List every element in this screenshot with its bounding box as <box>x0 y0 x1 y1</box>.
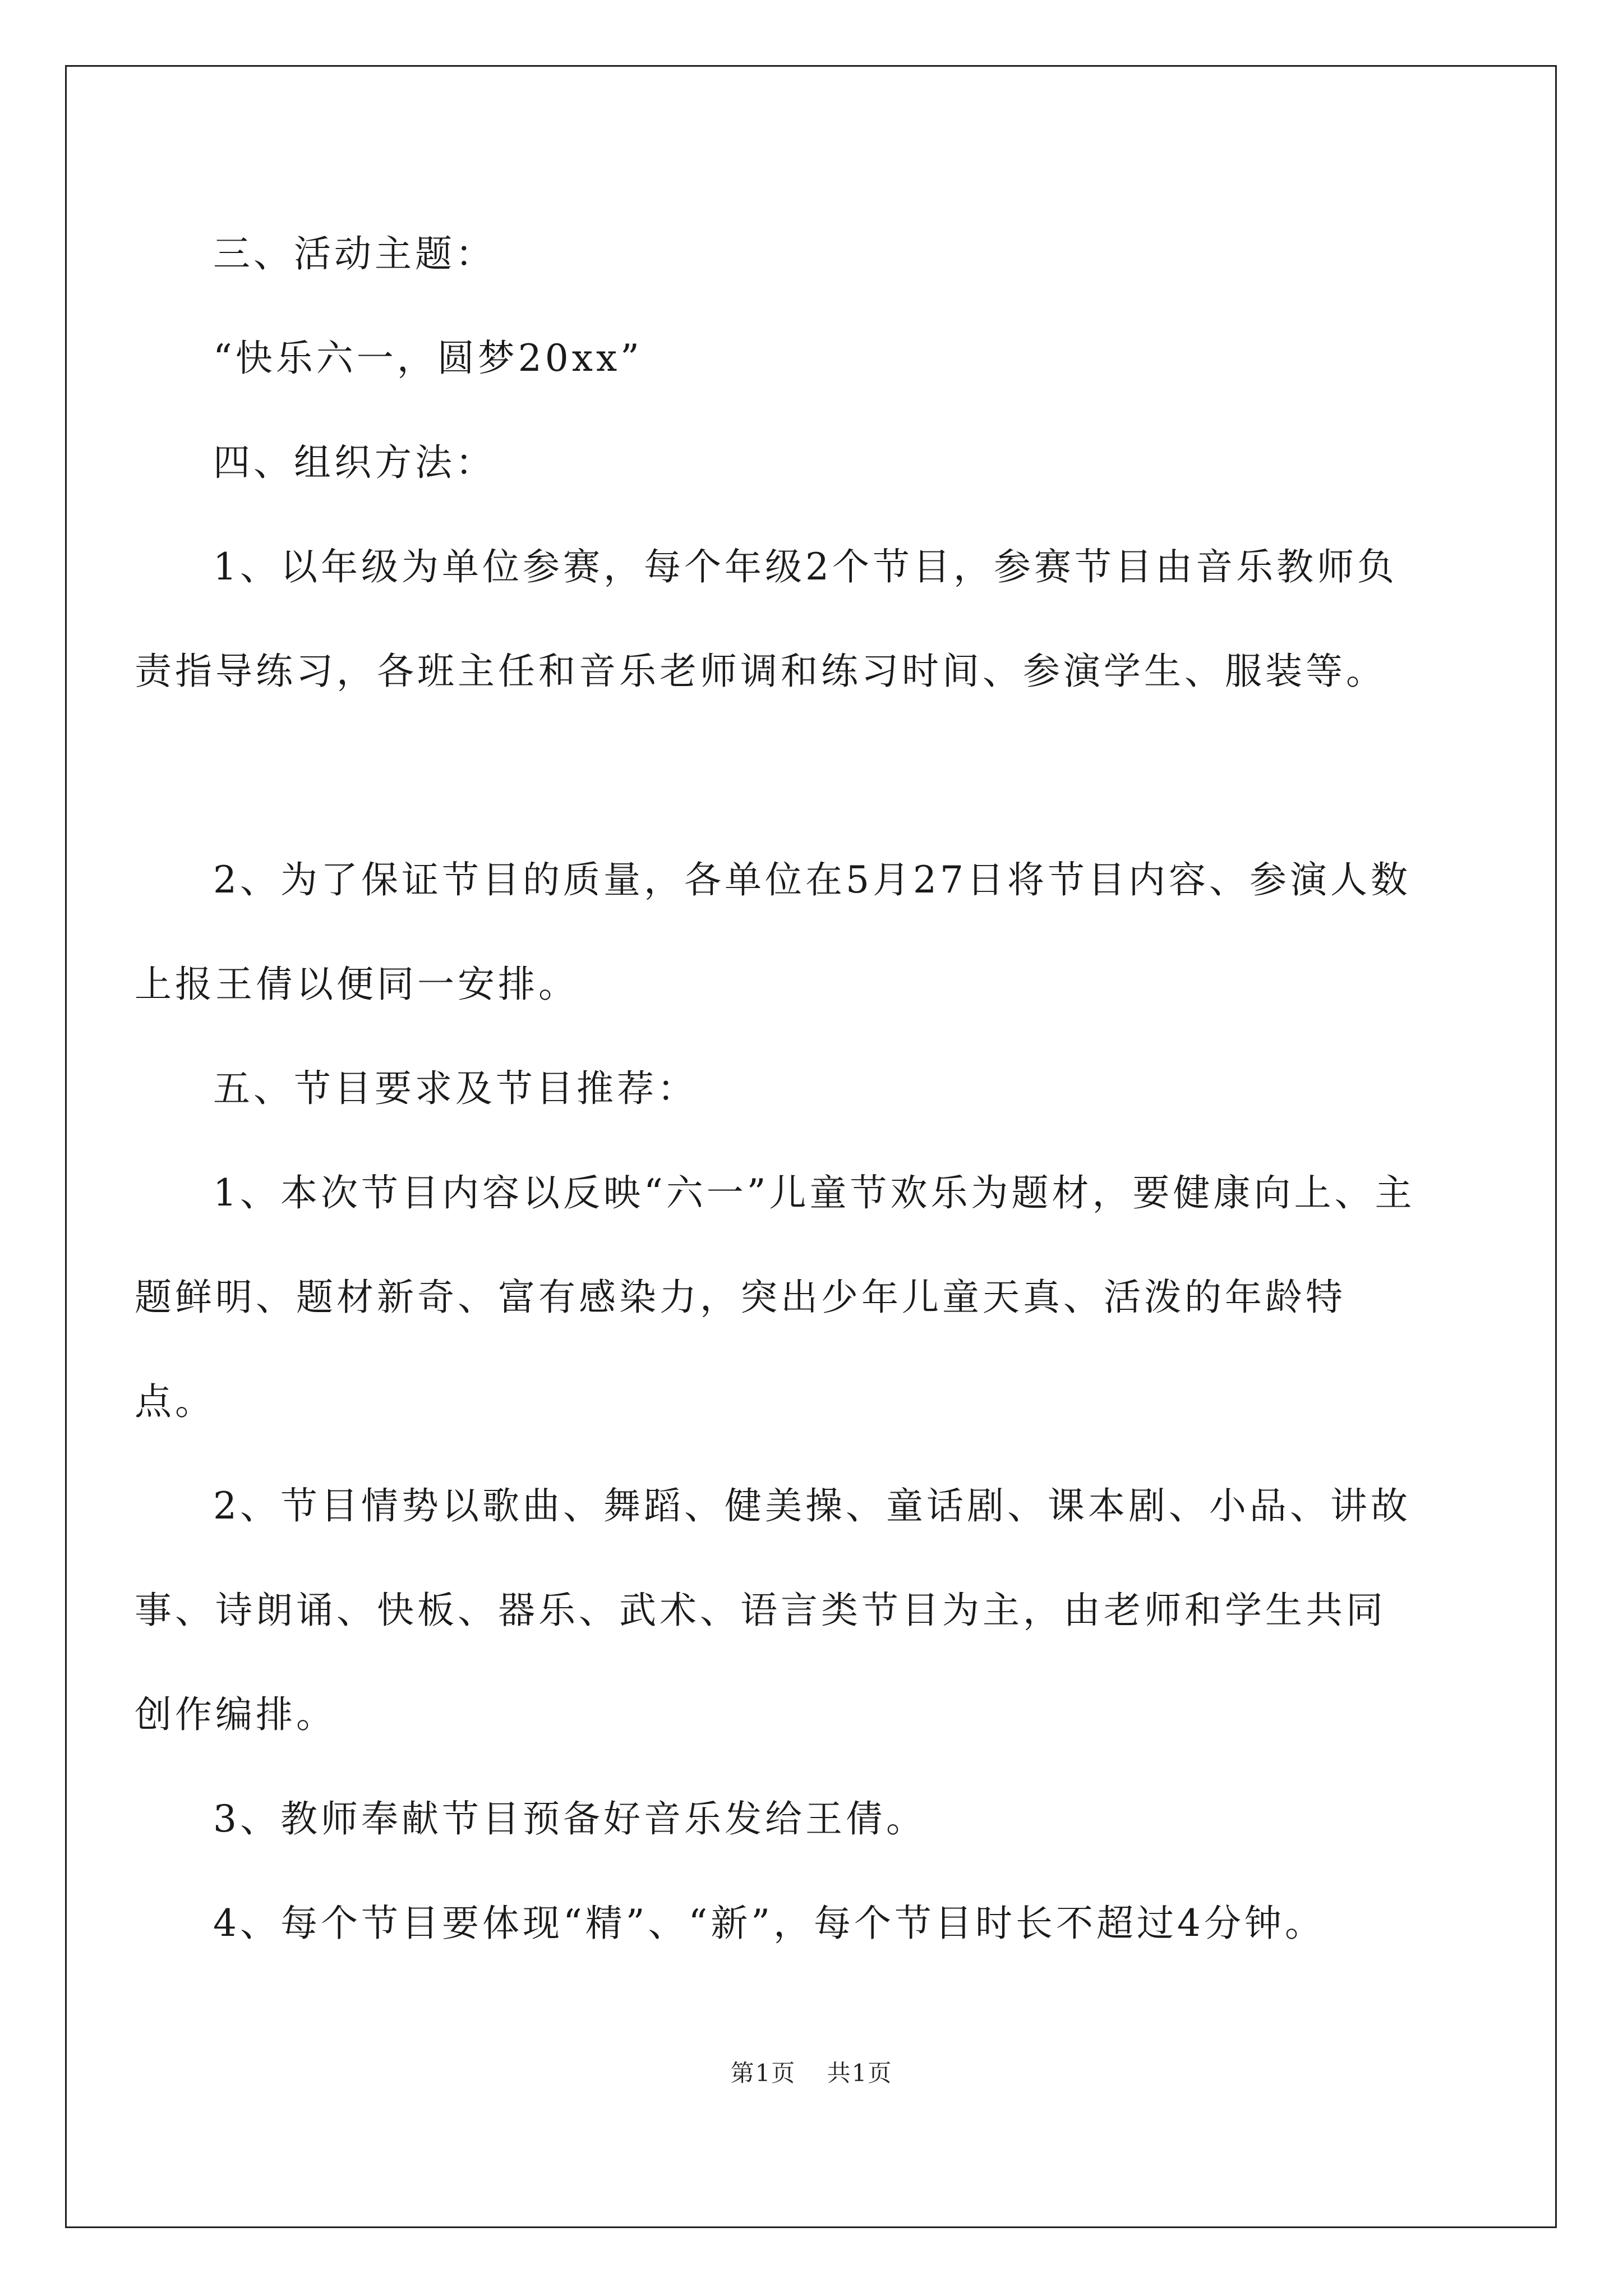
heading-organization-method: 四、组织方法： <box>213 441 496 484</box>
heading-program-requirements: 五、节目要求及节目推荐： <box>213 1067 698 1110</box>
paragraph-org-item-2: 2、为了保证节目的质量，各单位在5月27日将节目内容、参演人数上报王倩以便同一安排。 <box>135 858 1411 1006</box>
page-number-total: 共1页 <box>827 2059 893 2087</box>
paragraph-req-item-3: 3、教师奉献节目预备好音乐发给王倩。 <box>213 1797 926 1841</box>
heading-activity-theme: 三、活动主题： <box>213 232 496 275</box>
paragraph-req-item-1: 1、本次节目内容以反映“六一”儿童节欢乐为题材，要健康向上、主题鲜明、题材新奇、富有感染力，突出少年儿童天真、活泼的年龄特点。 <box>135 1171 1415 1423</box>
paragraph-org-item-1: 1、以年级为单位参赛，每个年级2个节目，参赛节目由音乐教师负责指导练习，各班主任和音乐老师调和练习时间、参演学生、服装等。 <box>135 545 1398 693</box>
paragraph-req-item-2: 2、节目情势以歌曲、舞蹈、健美操、童话剧、课本剧、小品、讲故事、诗朗诵、快板、器乐、武术、语言类节目为主，由老师和学生共同创作编排。 <box>135 1484 1411 1736</box>
theme-slogan: “快乐六一，圆梦20xx” <box>213 337 643 380</box>
paragraph-req-item-4: 4、每个节目要体现“精”、“新”，每个节目时长不超过4分钟。 <box>213 1902 1325 1945</box>
page-footer <box>0 2055 1623 2088</box>
page-number-current: 第1页 <box>730 2059 796 2087</box>
